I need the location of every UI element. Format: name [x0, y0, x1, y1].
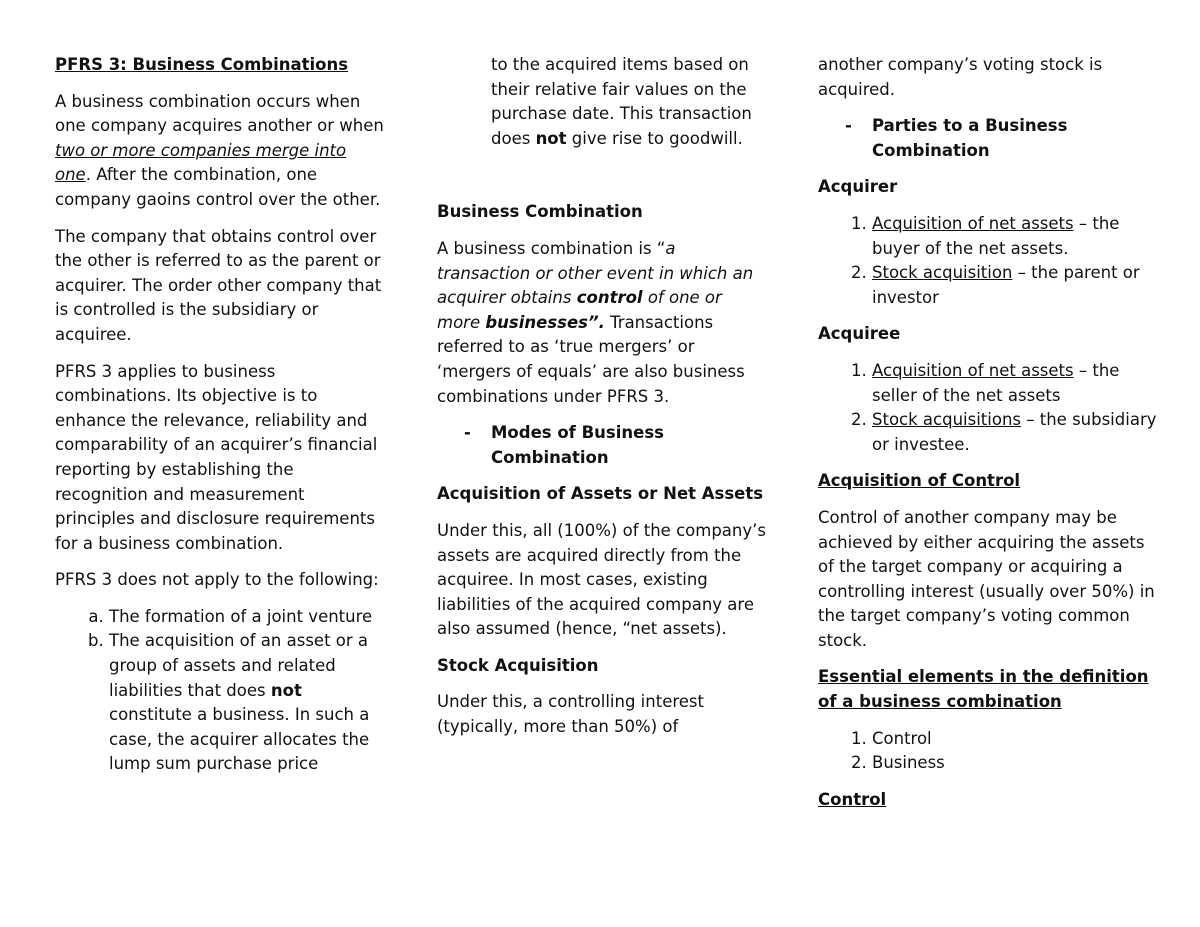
assets-paragraph: Under this, all (100%) of the company’s assets are acquired directly from the acquiree. In most cases, existing liabilities of the acquired company are also assumed (hence, “net assets).	[437, 520, 766, 639]
list-item-text: The acquisition of an asset or a group of assets and related liabilities that does	[109, 631, 369, 700]
list-item: 2. Business	[872, 751, 1158, 776]
exclusions-list	[55, 605, 387, 777]
stock-continuation: another company’s voting stock is acquired.	[818, 55, 1103, 99]
definition-text: Transactions referred to as ‘true mergers’ or ‘mergers of equals’ are also business combinations under PFRS 3.	[437, 312, 745, 406]
dash-bullet: -	[464, 423, 471, 443]
list-item	[109, 629, 387, 777]
section-heading: Acquirer	[818, 177, 898, 197]
list-item-term: Stock acquisitions	[872, 410, 1021, 430]
subsection-title: Modes of Business Combination	[491, 423, 664, 467]
section-heading: Acquiree	[818, 324, 901, 344]
subsection-title: Parties to a Business Combination	[872, 116, 1068, 160]
section-heading: Essential elements in the definition of a business combination	[818, 667, 1149, 712]
list-item-text: – the subsidiary or investee.	[872, 410, 1157, 454]
list-item-text: – the parent or investor	[872, 263, 1140, 307]
definition-emphasis: businesses”.	[485, 312, 605, 332]
list-item-term: Acquisition of net assets	[872, 213, 1074, 233]
list-item-term: Stock acquisition	[872, 263, 1013, 283]
definition-quote: a transaction or other event in which an acquirer obtains	[437, 238, 754, 308]
list-item	[872, 359, 1158, 408]
list-item	[872, 212, 1158, 261]
intro-text-c: . After the combination, one company gaoins control over the other.	[55, 165, 381, 209]
list-item-term: Acquisition of net assets	[872, 360, 1074, 380]
definition-paragraph	[437, 237, 769, 409]
intro-text-emphasis: two or more companies merge into one	[55, 140, 347, 185]
list-item-text: – the seller of the net assets	[872, 360, 1120, 405]
list-item: a. The formation of a joint venture	[109, 605, 387, 630]
acquirer-list	[818, 212, 1158, 310]
acquiree-list	[818, 359, 1158, 457]
section-heading: Stock Acquisition	[437, 655, 599, 675]
definition-quote: of one or more	[437, 288, 722, 332]
section-heading: Acquisition of Assets or Net Assets	[437, 484, 764, 504]
essential-elements-list	[818, 727, 1158, 776]
continuation-text: to the acquired items based on their relative fair values on the purchase date. This transaction does	[491, 55, 752, 148]
stock-paragraph: Under this, a controlling interest (typically, more than 50%) of	[437, 692, 704, 737]
parent-paragraph: The company that obtains control over the other is referred to as the parent or acquirer. The order other company that is controlled is the subsidiary or acquiree.	[55, 226, 382, 344]
section-heading: Acquisition of Control	[818, 471, 1021, 491]
section-heading: Control	[818, 789, 887, 809]
subsection-heading	[437, 421, 769, 470]
definition-emphasis: control	[576, 288, 643, 308]
intro-paragraph	[55, 90, 387, 213]
control-paragraph: Control of another company may be achieved by either acquiring the assets of the target company or acquiring a controlling interest (usually over 50%) in the target company’s voting common stock.	[818, 507, 1155, 650]
list-item: 1. Control	[872, 727, 1158, 752]
subsection-heading	[818, 114, 1158, 163]
exclusions-intro: PFRS 3 does not apply to the following:	[55, 570, 379, 590]
list-continuation	[437, 53, 769, 151]
dash-bullet: -	[845, 116, 852, 136]
continuation-emphasis: not	[535, 128, 567, 148]
list-item-text: constitute a business. In such a case, the acquirer allocates the lump sum purchase price	[109, 705, 370, 774]
section-heading: Business Combination	[437, 202, 643, 222]
intro-text-a: A business combination occurs when one company acquires another or when	[55, 91, 384, 136]
column-2	[437, 53, 769, 752]
definition-text: A business combination is “	[437, 238, 666, 258]
list-item-text: – the buyer of the net assets.	[872, 213, 1120, 258]
list-item-emphasis: not	[270, 680, 302, 700]
objective-paragraph: PFRS 3 applies to business combinations. Its objective is to enhance the relevance, reliability and comparability of an acquirer’s financial reporting by establishing the recognition and measurement principles and disclosure requirements for a business combination.	[55, 361, 378, 553]
document-title: PFRS 3: Business Combinations	[55, 55, 349, 74]
continuation-text: give rise to goodwill.	[566, 128, 743, 148]
spacer	[437, 163, 769, 200]
list-item	[872, 408, 1158, 457]
list-item	[872, 261, 1158, 310]
column-3	[818, 53, 1158, 824]
column-1	[55, 53, 387, 789]
